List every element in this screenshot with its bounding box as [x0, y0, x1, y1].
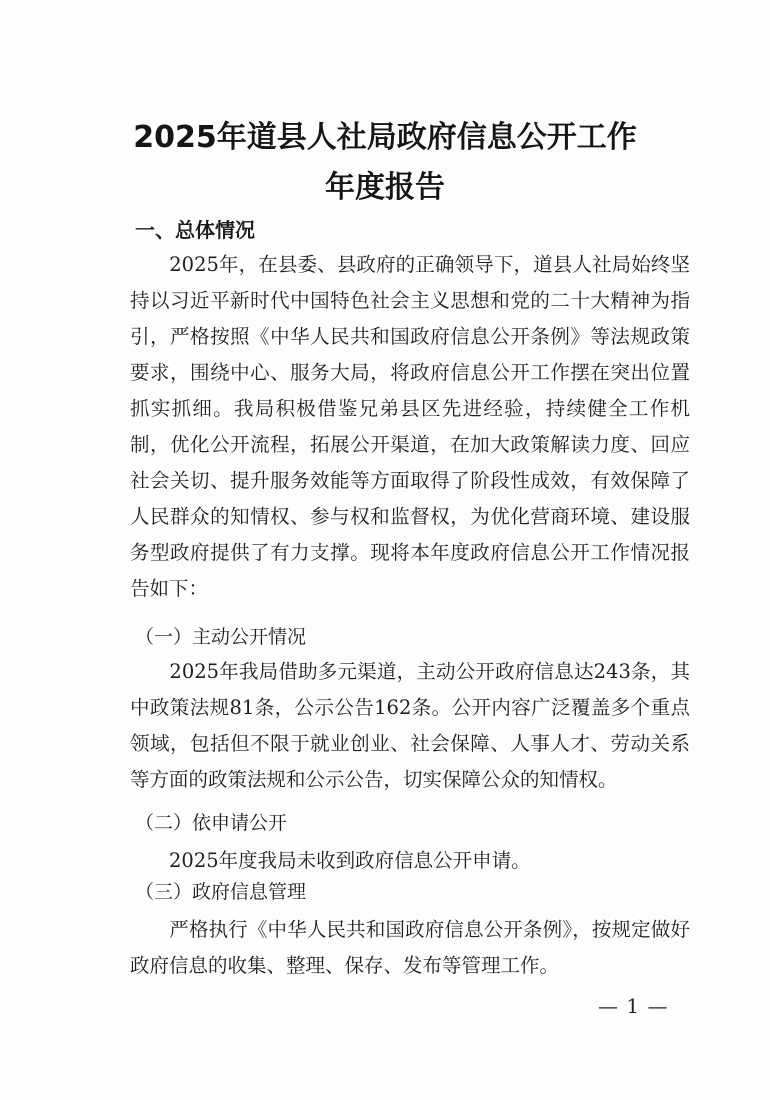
subsection-heading-active-disclosure: （一）主动公开情况 — [135, 626, 307, 648]
information-management-paragraph: 严格执行《中华人民共和国政府信息公开条例》，按规定做好政府信息的收集、整理、保存、发布等管理工作。 — [130, 918, 690, 977]
subsection-heading-application-disclosure: （二）依申请公开 — [135, 812, 288, 834]
subsection-heading-information-management: （三）政府信息管理 — [135, 881, 307, 903]
document-title-line-2: 年度报告 — [325, 170, 445, 205]
overall-paragraph: 2025年，在县委、县政府的正确领导下，道县人社局始终坚持以习近平新时代中国特色社会主义思想和党的二十大精神为指引，严格按照《中华人民共和国政府信息公开条例》等法规政策要求，围绕中心、服务大局，将政府信息公开工作摆在突出位置抓实抓细。我局积极借鉴兄弟县区先进经验，持续健全工作机制，优化公开流程，拓展公开渠道，在加大政策解读力度、回应社会关切、提升服务效能等方面取得了阶段性成效，有效保障了人民群众的知情权、参与权和监督权，为优化营商环境、建设服务型政府提供了有力支撑。现将本年度政府信息公开工作情况报告如下： — [130, 253, 690, 600]
application-disclosure-paragraph: 2025年度我局未收到政府信息公开申请。 — [130, 849, 531, 872]
page-number: — 1 — — [598, 994, 669, 1018]
document-title-line-1: 2025年道县人社局政府信息公开工作 — [133, 120, 637, 155]
active-disclosure-paragraph: 2025年我局借助多元渠道，主动公开政府信息达243条，其中政策法规81条，公示公告162条。公开内容广泛覆盖多个重点领域，包括但不限于就业创业、社会保障、人事人才、劳动关系等方面的政策法规和公示公告，切实保障公众的知情权。 — [130, 660, 690, 791]
section-heading-overall: 一、总体情况 — [135, 218, 255, 242]
